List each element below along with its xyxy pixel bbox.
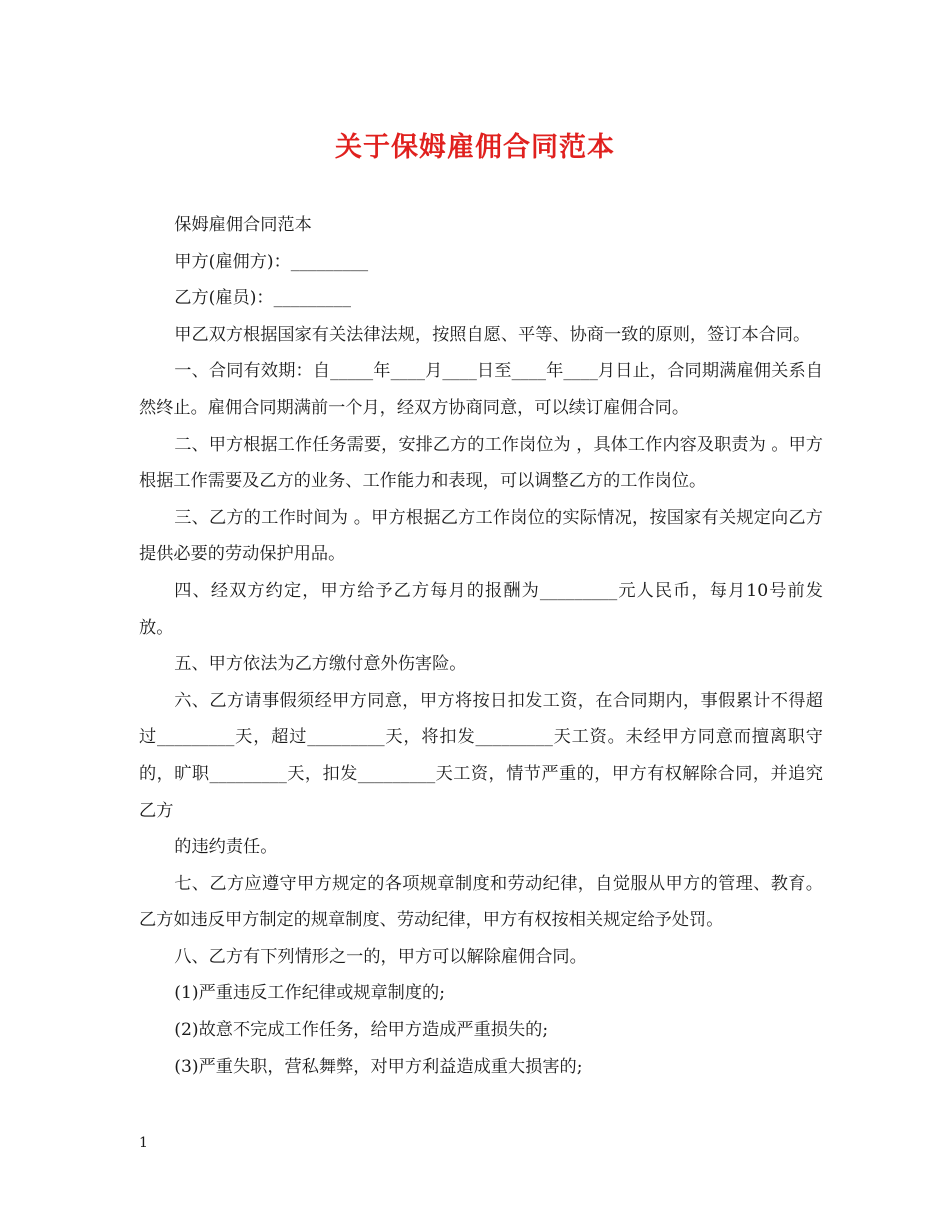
page-number: 1 — [139, 1135, 148, 1151]
paragraph-party-b: 乙方(雇员)：_________ — [174, 288, 351, 309]
paragraph-clause-7: 七、乙方应遵守甲方规定的各项规章制度和劳动纪律，自觉服从甲方的管理、教育。乙方如违反甲方制定的规章制度、劳动纪律，甲方有权按相关规定给予处罚。 — [139, 873, 823, 931]
paragraph-clause-1: 一、合同有效期：自_____年____月____日至____年____月日止，合同期满雇佣关系自然终止。雇佣合同期满前一个月，经双方协商同意，可以续订雇佣合同。 — [139, 361, 823, 418]
paragraph-heading: 保姆雇佣合同范本 — [174, 215, 312, 235]
paragraph-clause-5: 五、甲方依法为乙方缴付意外伤害险。 — [174, 654, 467, 675]
paragraph-preamble: 甲乙双方根据国家有关法律法规，按照自愿、平等、协商一致的原则，签订本合同。 — [174, 324, 811, 345]
document-title: 关于保姆雇佣合同范本 — [335, 132, 615, 163]
paragraph-clause-8-item-2: (2)故意不完成工作任务，给甲方造成严重损失的; — [174, 1020, 549, 1041]
paragraph-clause-8: 八、乙方有下列情形之一的，甲方可以解除雇佣合同。 — [174, 946, 587, 967]
paragraph-clause-8-item-1: (1)严重违反工作纪律或规章制度的; — [174, 983, 446, 1004]
paragraph-party-a: 甲方(雇佣方)：_________ — [174, 251, 369, 272]
document-body — [139, 207, 823, 1085]
paragraph-clause-3: 三、乙方的工作时间为 。甲方根据乙方工作岗位的实际情况，按国家有关规定向乙方提供必要的劳动保护用品。 — [139, 507, 823, 565]
paragraph-clause-8-item-3: (3)严重失职，营私舞弊，对甲方利益造成重大损害的; — [174, 1056, 583, 1077]
paragraph-clause-6-continued: 的违约责任。 — [174, 837, 278, 858]
paragraph-clause-4: 四、经双方约定，甲方给予乙方每月的报酬为_________元人民币，每月10号前发放。 — [139, 580, 823, 638]
paragraph-clause-2: 二、甲方根据工作任务需要，安排乙方的工作岗位为 ，具体工作内容及职责为 。甲方根据工作需要及乙方的业务、工作能力和表现，可以调整乙方的工作岗位。 — [139, 434, 823, 492]
paragraph-clause-6: 六、乙方请事假须经甲方同意，甲方将按日扣发工资，在合同期内，事假累计不得超过_________天，超过_________天，将扣发_________天工资。未经甲方同意而擅离职守的，旷职_________天，扣发_________天工资，情节严重的，甲方有权解除合同，并追究乙方 — [139, 690, 823, 821]
